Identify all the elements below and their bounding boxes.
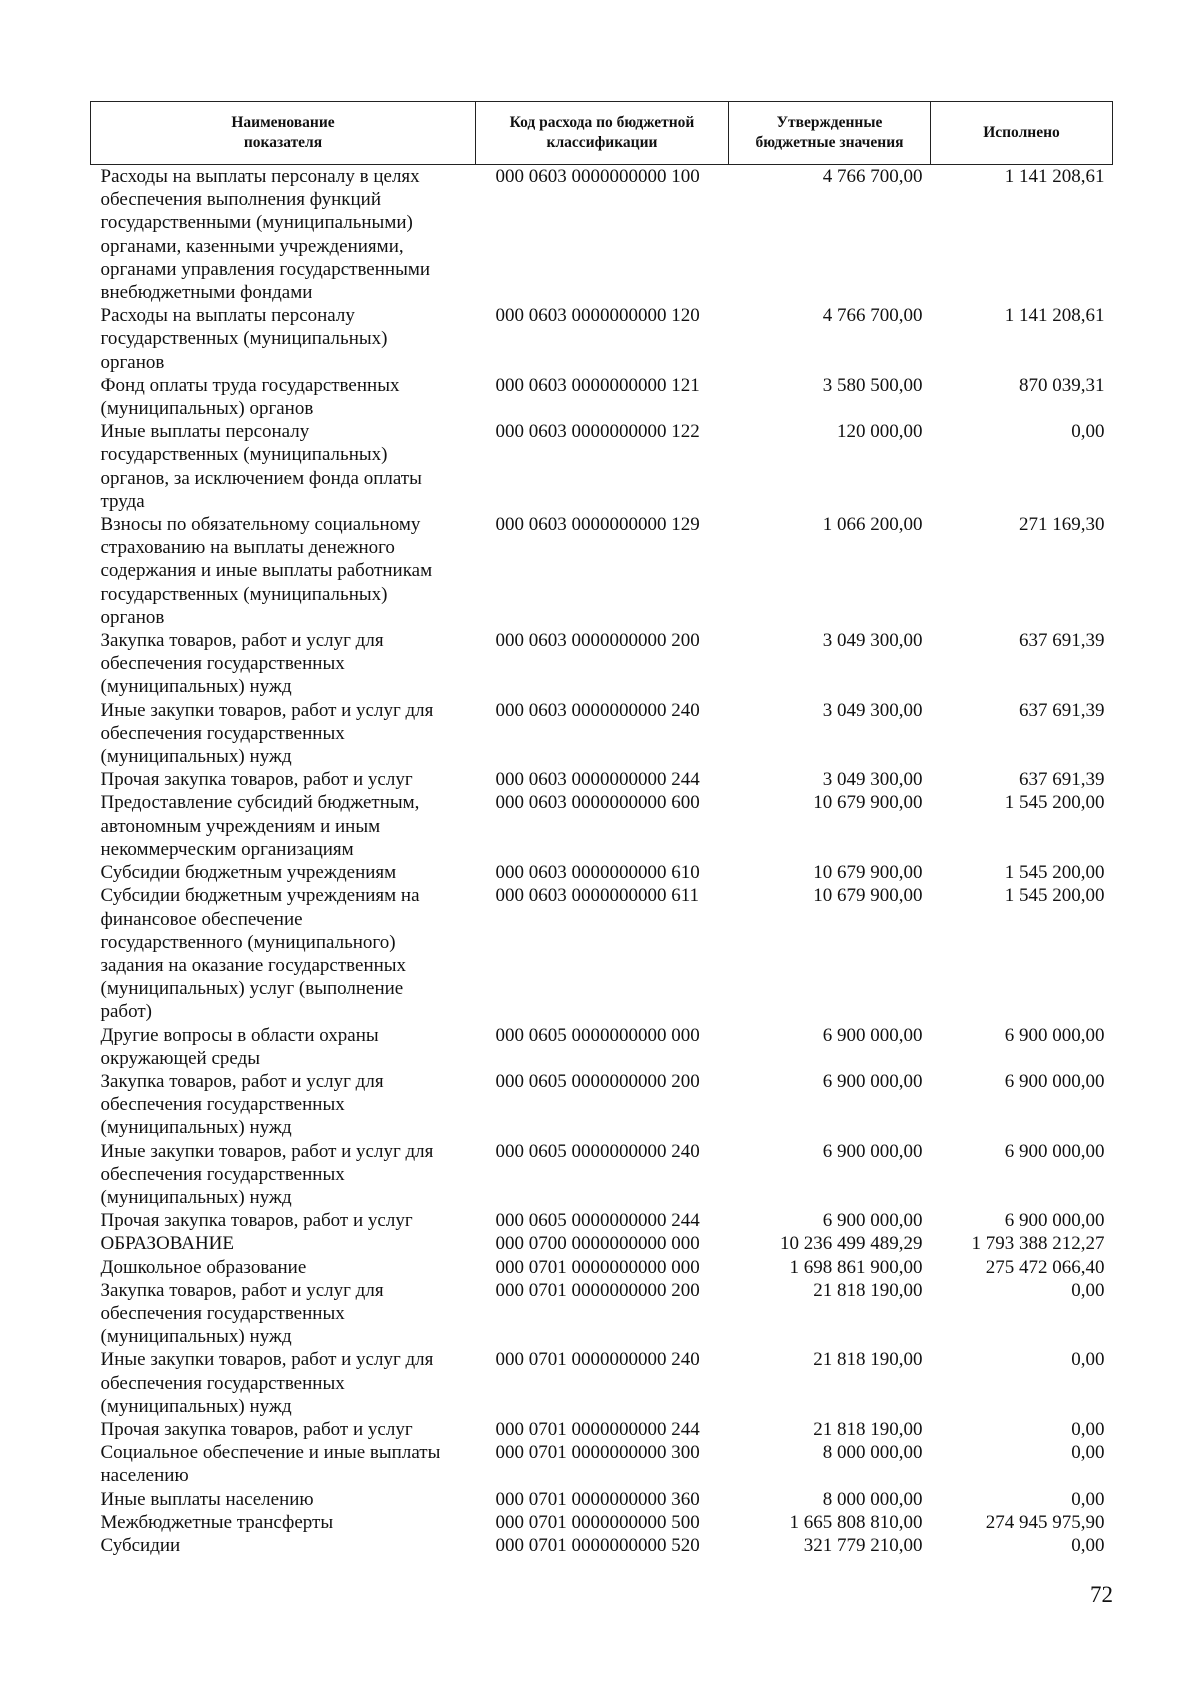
table-row <box>91 1232 1113 1255</box>
cell-code: 000 0701 0000000000 360 <box>495 1488 700 1510</box>
cell-approved: 1 665 808 810,00 <box>789 1511 923 1533</box>
cell-code: 000 0603 0000000000 200 <box>495 630 700 652</box>
cell-name: Субсидии <box>100 1534 181 1556</box>
cell-name: Иные закупки товаров, работ и услуг для обеспечения государственных (муниципальных) нужд <box>100 1140 434 1208</box>
cell-name: Фонд оплаты труда государственных (муниципальных) органов <box>100 374 400 420</box>
header-code: Код расхода по бюджетной классификации <box>476 102 729 165</box>
table-row <box>91 1140 1113 1210</box>
cell-approved: 8 000 000,00 <box>822 1442 923 1464</box>
cell-approved: 3 049 300,00 <box>822 630 923 652</box>
cell-executed: 0,00 <box>1071 421 1105 443</box>
table-row <box>91 768 1113 791</box>
cell-executed: 274 945 975,90 <box>985 1511 1105 1533</box>
cell-code: 000 0701 0000000000 240 <box>495 1349 700 1371</box>
cell-code: 000 0700 0000000000 000 <box>495 1233 700 1255</box>
table-row <box>91 884 1113 1023</box>
cell-code: 000 0603 0000000000 100 <box>495 166 700 187</box>
cell-executed: 6 900 000,00 <box>1004 1070 1105 1092</box>
cell-code: 000 0603 0000000000 120 <box>495 305 700 327</box>
cell-executed: 637 691,39 <box>1019 769 1105 791</box>
table-row <box>91 1256 1113 1279</box>
cell-approved: 3 049 300,00 <box>822 699 923 721</box>
cell-executed: 0,00 <box>1071 1349 1105 1371</box>
cell-approved: 10 679 900,00 <box>813 792 923 814</box>
cell-code: 000 0701 0000000000 200 <box>495 1279 700 1301</box>
table-row <box>91 1024 1113 1070</box>
cell-approved: 6 900 000,00 <box>822 1070 923 1092</box>
cell-approved: 4 766 700,00 <box>822 166 923 187</box>
cell-approved: 6 900 000,00 <box>822 1140 923 1162</box>
cell-name: Социальное обеспечение и иные выплаты населению <box>100 1442 441 1487</box>
cell-executed: 1 141 208,61 <box>1004 305 1105 327</box>
cell-executed: 0,00 <box>1071 1442 1105 1464</box>
table-body <box>91 165 1113 1558</box>
table-header <box>91 102 1113 165</box>
cell-code: 000 0605 0000000000 000 <box>495 1024 700 1046</box>
cell-executed: 271 169,30 <box>1019 514 1105 536</box>
cell-name: Межбюджетные трансферты <box>100 1511 334 1533</box>
cell-executed: 6 900 000,00 <box>1004 1210 1105 1232</box>
cell-code: 000 0603 0000000000 600 <box>495 792 700 814</box>
cell-executed: 0,00 <box>1071 1534 1105 1556</box>
cell-code: 000 0603 0000000000 129 <box>495 514 700 536</box>
header-executed: Исполнено <box>931 102 1113 165</box>
table-row <box>91 1209 1113 1232</box>
table-row <box>91 1279 1113 1349</box>
cell-name: Субсидии бюджетным учреждениям <box>100 862 397 884</box>
cell-executed: 1 141 208,61 <box>1004 166 1105 187</box>
cell-name: Дошкольное образование <box>100 1256 307 1278</box>
cell-approved: 3 580 500,00 <box>822 374 923 396</box>
cell-name: Прочая закупка товаров, работ и услуг <box>100 1210 413 1232</box>
cell-code: 000 0701 0000000000 300 <box>495 1442 700 1464</box>
cell-approved: 6 900 000,00 <box>822 1024 923 1046</box>
table-row <box>91 861 1113 884</box>
cell-name: Предоставление субсидий бюджетным, автономным учреждениям и иным некоммерческим организациям <box>100 792 420 860</box>
table-row <box>91 629 1113 699</box>
cell-name: Другие вопросы в области охраны окружающей среды <box>100 1024 379 1069</box>
cell-code: 000 0603 0000000000 121 <box>495 374 700 396</box>
header-name: Наименование показателя <box>91 102 476 165</box>
cell-code: 000 0605 0000000000 200 <box>495 1070 700 1092</box>
cell-approved: 21 818 190,00 <box>813 1279 923 1301</box>
table-row <box>91 1534 1113 1557</box>
table-row <box>91 699 1113 769</box>
cell-name: Иные выплаты персоналу государственных (муниципальных) органов, за исключением фонда оплаты труда <box>100 421 422 512</box>
cell-name: Прочая закупка товаров, работ и услуг <box>100 769 413 791</box>
budget-execution-table <box>90 101 1113 1557</box>
table-row <box>91 1418 1113 1441</box>
cell-executed: 6 900 000,00 <box>1004 1024 1105 1046</box>
cell-code: 000 0701 0000000000 520 <box>495 1534 700 1556</box>
cell-executed: 6 900 000,00 <box>1004 1140 1105 1162</box>
cell-approved: 10 236 499 489,29 <box>780 1233 923 1255</box>
header-row <box>91 102 1113 165</box>
cell-name: ОБРАЗОВАНИЕ <box>100 1233 235 1255</box>
cell-name: Субсидии бюджетным учреждениям на финансовое обеспечение государственного (муниципального) задания на оказание государственных (муниципальных) услуг (выполнение работ) <box>100 885 420 1023</box>
cell-code: 000 0603 0000000000 122 <box>495 421 700 443</box>
cell-code: 000 0603 0000000000 610 <box>495 862 700 884</box>
cell-name: Иные закупки товаров, работ и услуг для обеспечения государственных (муниципальных) нужд <box>100 699 434 768</box>
table-row <box>91 165 1113 305</box>
cell-approved: 8 000 000,00 <box>822 1488 923 1510</box>
cell-executed: 1 793 388 212,27 <box>971 1233 1105 1255</box>
cell-approved: 120 000,00 <box>837 421 923 443</box>
header-approved: Утвержденные бюджетные значения <box>729 102 931 165</box>
cell-approved: 10 679 900,00 <box>813 862 923 884</box>
cell-name: Закупка товаров, работ и услуг для обеспечения государственных (муниципальных) нужд <box>100 630 384 698</box>
cell-approved: 1 698 861 900,00 <box>789 1256 923 1278</box>
table-row <box>91 513 1113 629</box>
cell-code: 000 0701 0000000000 500 <box>495 1511 700 1533</box>
cell-executed: 0,00 <box>1071 1418 1105 1440</box>
cell-name: Расходы на выплаты персоналу государственных (муниципальных) органов <box>100 305 388 373</box>
cell-code: 000 0701 0000000000 244 <box>495 1418 700 1440</box>
cell-name: Прочая закупка товаров, работ и услуг <box>100 1418 413 1440</box>
cell-executed: 1 545 200,00 <box>1004 862 1105 884</box>
cell-executed: 0,00 <box>1071 1488 1105 1510</box>
cell-executed: 0,00 <box>1071 1279 1105 1301</box>
cell-code: 000 0603 0000000000 244 <box>495 769 700 791</box>
cell-name: Иные закупки товаров, работ и услуг для обеспечения государственных (муниципальных) нужд <box>100 1349 434 1417</box>
table-row <box>91 420 1113 513</box>
cell-name: Закупка товаров, работ и услуг для обеспечения государственных (муниципальных) нужд <box>100 1279 384 1348</box>
table-row <box>91 1441 1113 1487</box>
table-row <box>91 791 1113 861</box>
cell-executed: 1 545 200,00 <box>1004 885 1105 907</box>
cell-approved: 21 818 190,00 <box>813 1418 923 1440</box>
cell-executed: 870 039,31 <box>1019 374 1105 396</box>
cell-executed: 275 472 066,40 <box>985 1256 1105 1278</box>
cell-approved: 6 900 000,00 <box>822 1210 923 1232</box>
cell-approved: 4 766 700,00 <box>822 305 923 327</box>
cell-code: 000 0605 0000000000 244 <box>495 1210 700 1232</box>
table-row <box>91 304 1113 374</box>
cell-approved: 10 679 900,00 <box>813 885 923 907</box>
cell-code: 000 0603 0000000000 611 <box>495 885 700 907</box>
cell-executed: 637 691,39 <box>1019 699 1105 721</box>
table-row <box>91 1070 1113 1140</box>
cell-approved: 3 049 300,00 <box>822 769 923 791</box>
cell-executed: 637 691,39 <box>1019 630 1105 652</box>
cell-approved: 321 779 210,00 <box>803 1534 923 1556</box>
table-row <box>91 374 1113 420</box>
cell-code: 000 0603 0000000000 240 <box>495 699 700 721</box>
cell-approved: 21 818 190,00 <box>813 1349 923 1371</box>
cell-code: 000 0701 0000000000 000 <box>495 1256 700 1278</box>
cell-executed: 1 545 200,00 <box>1004 792 1105 814</box>
cell-name: Взносы по обязательному социальному страхованию на выплаты денежного содержания и иные выплаты работникам государственных (муниципальных) органов <box>100 514 433 628</box>
table-row <box>91 1488 1113 1511</box>
cell-name: Расходы на выплаты персоналу в целях обеспечения выполнения функций государственными (муниципальными) органами, казенными учреждениями, органами управления государственными внебюджетными фондами <box>100 166 431 304</box>
cell-code: 000 0605 0000000000 240 <box>495 1140 700 1162</box>
table-row <box>91 1348 1113 1418</box>
page-number: 72 <box>1090 1582 1113 1607</box>
table-row <box>91 1511 1113 1534</box>
cell-approved: 1 066 200,00 <box>822 514 923 536</box>
cell-name: Закупка товаров, работ и услуг для обеспечения государственных (муниципальных) нужд <box>100 1070 384 1139</box>
cell-name: Иные выплаты населению <box>100 1488 314 1510</box>
